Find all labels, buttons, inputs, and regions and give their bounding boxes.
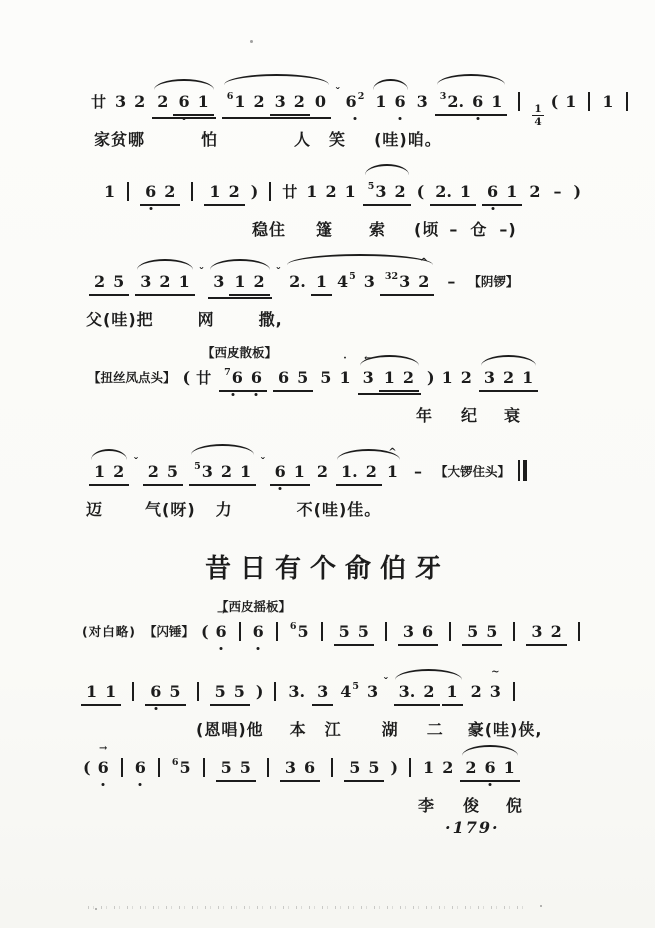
note: 6 xyxy=(394,92,406,111)
lyric-syllable: 力 xyxy=(215,500,233,519)
music-line-4 xyxy=(84,345,541,426)
note: 2 xyxy=(134,92,146,111)
note: 5 xyxy=(233,682,245,701)
bar-line xyxy=(578,622,580,641)
breath-mark: ˇ xyxy=(275,266,282,279)
note: → 6 xyxy=(98,757,109,779)
note: 1 xyxy=(234,272,246,291)
bar-line xyxy=(132,682,134,701)
grace-note: 5 xyxy=(352,681,360,692)
lyric-syllable: 仓 xyxy=(470,220,488,239)
lyrics-row xyxy=(78,717,542,740)
breath-mark: ˇ xyxy=(335,86,341,99)
breath-mark: ˇ xyxy=(133,456,139,469)
lyric-syllable: 不(哇)佳。 xyxy=(296,500,382,519)
slur-group xyxy=(208,271,271,299)
beam-group xyxy=(482,181,522,206)
lyric-syllable: (哇)咱。 xyxy=(374,130,442,149)
score-symbol: ) xyxy=(390,758,399,777)
music-line-8 xyxy=(80,752,523,816)
note: 5 xyxy=(297,368,309,387)
lyric-syllable: (恩唱)他 xyxy=(196,720,264,739)
bar-line xyxy=(449,622,451,641)
bar-line xyxy=(321,622,323,641)
note: 6 xyxy=(134,758,146,777)
lyric-syllable: 笑 xyxy=(329,130,347,149)
lyric-syllable: 衰 xyxy=(504,406,522,425)
note: $6^2$ xyxy=(346,86,365,113)
note: 0 xyxy=(314,92,327,111)
bar-line xyxy=(269,182,271,201)
note: 1 xyxy=(94,462,106,481)
note: 6 xyxy=(250,368,263,387)
beam-group xyxy=(270,91,310,116)
note: 3 xyxy=(317,682,329,701)
note: 2 xyxy=(394,182,406,201)
slur-group xyxy=(460,757,519,782)
duration-dash: – xyxy=(553,182,562,201)
lyrics-row xyxy=(100,217,584,240)
note: 2 xyxy=(159,272,171,291)
note: 2 xyxy=(503,368,515,387)
note: 5 xyxy=(113,272,125,291)
bar-line xyxy=(191,182,193,201)
scan-noise xyxy=(88,906,528,909)
beam-group xyxy=(398,621,438,646)
lyric-syllable: 本 xyxy=(289,720,307,739)
slur-group xyxy=(479,367,538,392)
note: 5 xyxy=(239,758,251,777)
note: ^ 2 xyxy=(418,271,429,293)
note: 3 xyxy=(416,92,428,111)
note: 3 xyxy=(402,622,414,641)
free-meter-sign: 廿 xyxy=(91,93,107,111)
music-line-2 xyxy=(100,176,584,240)
note: 6 xyxy=(274,462,286,481)
grace-note: 6 xyxy=(171,757,179,768)
bar-line xyxy=(158,758,160,777)
lyric-syllable: 怕 xyxy=(201,130,219,149)
bar-line xyxy=(203,758,205,777)
note: 3 xyxy=(363,272,375,291)
free-meter-sign: 廿 xyxy=(196,369,212,387)
beam-group xyxy=(229,271,269,296)
note: 6 xyxy=(252,622,264,641)
slur-group xyxy=(335,461,402,486)
bar-line xyxy=(267,758,269,777)
note: 2 xyxy=(325,182,337,201)
note: 5 xyxy=(214,682,226,701)
note: $4^5$ xyxy=(336,271,356,291)
score-symbol: ( xyxy=(182,368,191,387)
note: 3 xyxy=(213,272,225,291)
beam-group xyxy=(216,757,256,782)
grace-note: 6 xyxy=(226,91,234,102)
lyric-syllable: –) xyxy=(499,220,517,239)
note: $^6$5 xyxy=(171,757,191,777)
note: $^{32}$3 xyxy=(384,271,411,291)
beam-group xyxy=(210,681,250,706)
note: $^6$1 xyxy=(226,91,246,111)
note: 1 xyxy=(375,92,387,111)
scan-speck xyxy=(250,40,253,43)
slur-group xyxy=(358,367,421,395)
note: 2. xyxy=(435,182,452,201)
note: ^ 1 xyxy=(387,461,398,483)
note: 1 xyxy=(209,182,221,201)
slur-group xyxy=(363,176,411,206)
beam-group xyxy=(145,681,185,706)
staff-row xyxy=(86,456,531,486)
beam-group xyxy=(219,362,267,392)
slur-group xyxy=(371,91,409,113)
lyric-syllable: 纪 xyxy=(461,406,479,425)
note: 1 xyxy=(306,182,318,201)
note: 1 xyxy=(383,368,395,387)
grace-note: 32 xyxy=(384,271,399,282)
note: 6 xyxy=(422,622,434,641)
score-symbol: ) xyxy=(255,682,264,701)
bar-line xyxy=(518,92,520,111)
note: 6 xyxy=(278,368,290,387)
lyric-syllable: 索 xyxy=(369,220,387,239)
note: $^5$3 xyxy=(367,181,387,201)
note: 2 xyxy=(220,462,232,481)
slur-group xyxy=(135,271,194,296)
note: 5 xyxy=(357,622,369,641)
lyric-syllable: 倪 xyxy=(506,796,524,815)
lyric-syllable: 迈 xyxy=(86,500,104,519)
note: 3 xyxy=(140,272,152,291)
beam-group xyxy=(336,461,382,486)
note: 1 xyxy=(105,682,117,701)
bar-line xyxy=(197,682,199,701)
note: 1 xyxy=(491,92,503,111)
score-symbol: ( xyxy=(416,182,425,201)
note: 1 xyxy=(522,368,534,387)
note: $^5$3 xyxy=(194,461,213,481)
note: 3 xyxy=(367,682,379,701)
breath-mark: ˇ xyxy=(198,266,205,279)
lyric-syllable: 撒, xyxy=(258,310,283,329)
song-title: 昔日有个俞伯牙 xyxy=(204,554,450,584)
grace-note: 2 xyxy=(357,91,365,102)
note: 1 xyxy=(503,758,515,777)
note: 2 xyxy=(228,182,240,201)
beam-group xyxy=(280,757,320,782)
slur-group xyxy=(285,266,435,296)
percussion-tag: 【扭丝凤点头】 xyxy=(88,370,176,385)
slur-group xyxy=(89,461,129,486)
note: 1 xyxy=(344,182,356,201)
note: 2 xyxy=(460,368,472,387)
note: 5 xyxy=(320,368,332,387)
bar-line xyxy=(121,758,123,777)
note: 3 xyxy=(274,92,286,111)
staff-row xyxy=(100,176,584,206)
beam-group xyxy=(394,681,440,706)
note: 2 xyxy=(423,682,435,701)
note: 1 xyxy=(293,462,305,481)
lyrics-row xyxy=(86,307,522,330)
music-line-5 xyxy=(86,456,531,520)
beam-group xyxy=(344,757,384,782)
note: 1 xyxy=(446,682,458,701)
bar-line xyxy=(588,92,590,111)
note: 2 xyxy=(529,182,541,201)
beam-group xyxy=(380,266,435,296)
beam-group xyxy=(89,271,129,296)
beam-group xyxy=(140,181,180,206)
staff-row xyxy=(84,362,541,392)
bar-line xyxy=(513,682,515,701)
beam-group xyxy=(81,681,121,706)
note: → $^7$6 xyxy=(224,362,243,389)
note: 3 xyxy=(531,622,543,641)
note: 2 xyxy=(253,272,265,291)
lyrics-row xyxy=(88,127,636,150)
slur-group xyxy=(152,91,215,119)
note: 1 xyxy=(86,682,98,701)
score-symbol: ) xyxy=(427,368,435,387)
lyric-syllable: 李 xyxy=(418,796,436,815)
note: → 6 xyxy=(216,621,227,643)
note: 2 xyxy=(465,758,477,777)
note: 2 xyxy=(316,462,329,481)
note: 2 xyxy=(365,462,377,481)
beam-group xyxy=(442,681,463,706)
note: 3 xyxy=(483,368,495,387)
music-line-7 xyxy=(78,676,542,740)
note: 2 xyxy=(164,182,176,201)
note: 1 xyxy=(239,462,252,481)
percussion-tag: 【阴锣】 xyxy=(468,274,519,289)
note: 3. xyxy=(398,682,416,701)
beam-group xyxy=(270,461,310,486)
beam-group xyxy=(526,621,566,646)
beam-group xyxy=(311,271,332,296)
grace-note: 7 xyxy=(224,367,231,378)
grace-note: 6 xyxy=(289,621,297,632)
note: 1 xyxy=(315,272,327,291)
note: $^3$2. xyxy=(439,91,465,111)
scan-speck xyxy=(540,905,542,907)
score-symbol: ( xyxy=(200,622,209,641)
beam-group xyxy=(204,181,244,206)
note: 1 xyxy=(565,92,577,111)
note: 2. xyxy=(289,272,306,291)
lyric-syllable: 父(哇)把 xyxy=(86,310,154,329)
percussion-tag: 【大锣住头】 xyxy=(435,464,511,479)
note: 2 xyxy=(94,272,106,291)
percussion-tag: 【闪锤】 xyxy=(143,624,194,639)
bar-line xyxy=(626,92,628,111)
note: 1 xyxy=(104,182,116,201)
note: 3. xyxy=(288,682,306,701)
lyric-syllable: 稳住 xyxy=(252,220,287,239)
note: 5 xyxy=(220,758,232,777)
lyrics-row xyxy=(86,497,531,520)
lyric-syllable: – xyxy=(449,220,459,239)
note: 5 xyxy=(486,622,498,641)
beam-group xyxy=(334,621,374,646)
note: 3 xyxy=(115,92,127,111)
lyric-syllable: (顷 xyxy=(414,220,440,239)
music-line-3 xyxy=(86,266,522,330)
note: 1 xyxy=(178,272,190,291)
bar-line xyxy=(274,682,276,701)
free-meter-sign: 廿 xyxy=(282,183,298,201)
slur-group xyxy=(435,86,508,116)
score-symbol: ) xyxy=(573,182,582,201)
breath-mark: ˇ xyxy=(383,676,389,689)
note: $4^5$ xyxy=(340,681,360,701)
beam-group xyxy=(143,461,183,486)
slur-group xyxy=(393,681,464,706)
note: 6 xyxy=(472,92,484,111)
grace-note: 3 xyxy=(439,91,447,102)
note: 1 xyxy=(602,92,614,111)
grace-note: 5 xyxy=(194,461,201,472)
note: 5 xyxy=(467,622,479,641)
bar-line xyxy=(513,622,515,641)
note: 6 xyxy=(145,182,157,201)
beam-group xyxy=(379,367,419,392)
note: 1. xyxy=(341,462,358,481)
note: 5 xyxy=(338,622,350,641)
duration-dash: – xyxy=(447,272,456,291)
bar-line xyxy=(385,622,387,641)
mode-tag: 【西皮散板】 xyxy=(202,345,278,360)
grace-note: 5 xyxy=(349,271,356,282)
grace-note: 5 xyxy=(367,181,375,192)
note: · 1 xyxy=(339,367,350,389)
note: 6 xyxy=(304,758,316,777)
note: 6 xyxy=(150,682,162,701)
bar-line xyxy=(127,182,129,201)
note: $^6$5 xyxy=(289,621,309,641)
note: 6 xyxy=(178,92,190,111)
note: 1 xyxy=(423,758,435,777)
note: 2 xyxy=(157,92,169,111)
note: 1 xyxy=(197,92,209,111)
note: 6 xyxy=(487,182,499,201)
note: 2 xyxy=(442,758,454,777)
staff-row xyxy=(86,266,522,296)
beam-group xyxy=(430,181,476,206)
note: 1 xyxy=(441,368,453,387)
lyric-syllable: 气(呀) xyxy=(145,500,196,519)
note: 1 xyxy=(506,182,518,201)
lyric-syllable: 人 xyxy=(294,130,312,149)
note: 2 xyxy=(113,462,125,481)
note: 1 xyxy=(459,182,472,201)
lyric-syllable: 年 xyxy=(416,406,434,425)
note: 2 xyxy=(147,462,159,481)
bar-line xyxy=(276,622,278,641)
slur-group xyxy=(222,86,331,119)
beam-group xyxy=(273,367,313,392)
duration-dash: – xyxy=(414,462,423,481)
beam-group xyxy=(462,621,502,646)
note: 5 xyxy=(349,758,361,777)
note: ~ 3 xyxy=(490,681,501,703)
score-symbol: ( xyxy=(83,758,91,777)
lyric-syllable: 江 xyxy=(324,720,342,739)
music-line-6 xyxy=(78,599,588,646)
music-line-1 xyxy=(88,86,636,150)
lyric-syllable: 篷 xyxy=(316,220,334,239)
lyric-syllable: 家贫哪 xyxy=(94,130,146,149)
lyric-syllable: 俊 xyxy=(463,796,481,815)
page-number: ·179· xyxy=(445,818,500,837)
note: ← 3 xyxy=(363,367,374,389)
note: 5 xyxy=(166,462,179,481)
lyric-syllable: 湖 xyxy=(381,720,399,739)
staff-row xyxy=(88,86,636,129)
note: 2 xyxy=(293,92,305,111)
bar-line xyxy=(331,758,333,777)
note: 5 xyxy=(169,682,181,701)
note: 2 xyxy=(253,92,265,111)
lyrics-row xyxy=(84,403,541,426)
note: 3 xyxy=(284,758,297,777)
note: 5 xyxy=(368,758,380,777)
note: 2 xyxy=(470,682,482,701)
note: 6 xyxy=(484,758,496,777)
mode-tag: 【西皮摇板】 xyxy=(216,599,292,614)
spoken-note: (对白略) xyxy=(82,624,136,639)
staff-row xyxy=(78,616,588,646)
beam-group xyxy=(312,681,333,706)
bar-line xyxy=(239,622,241,641)
lyrics-row xyxy=(80,793,523,816)
final-bar-line xyxy=(518,460,527,481)
lyric-syllable: 豪(哇)侠, xyxy=(467,720,543,739)
staff-row xyxy=(80,752,523,782)
score-symbol: ) xyxy=(250,182,259,201)
lyric-syllable: 网 xyxy=(197,310,215,329)
score-symbol: ( xyxy=(550,92,559,111)
meter-fraction: $\frac{1}{4}$ xyxy=(534,103,542,129)
note: 2 xyxy=(402,368,414,387)
breath-mark: ˇ xyxy=(260,456,266,469)
bar-line xyxy=(409,758,411,777)
slur-group xyxy=(189,456,256,486)
beam-group xyxy=(173,91,213,116)
lyric-syllable: 二 xyxy=(426,720,444,739)
note: 2 xyxy=(550,622,562,641)
staff-row xyxy=(78,676,542,706)
